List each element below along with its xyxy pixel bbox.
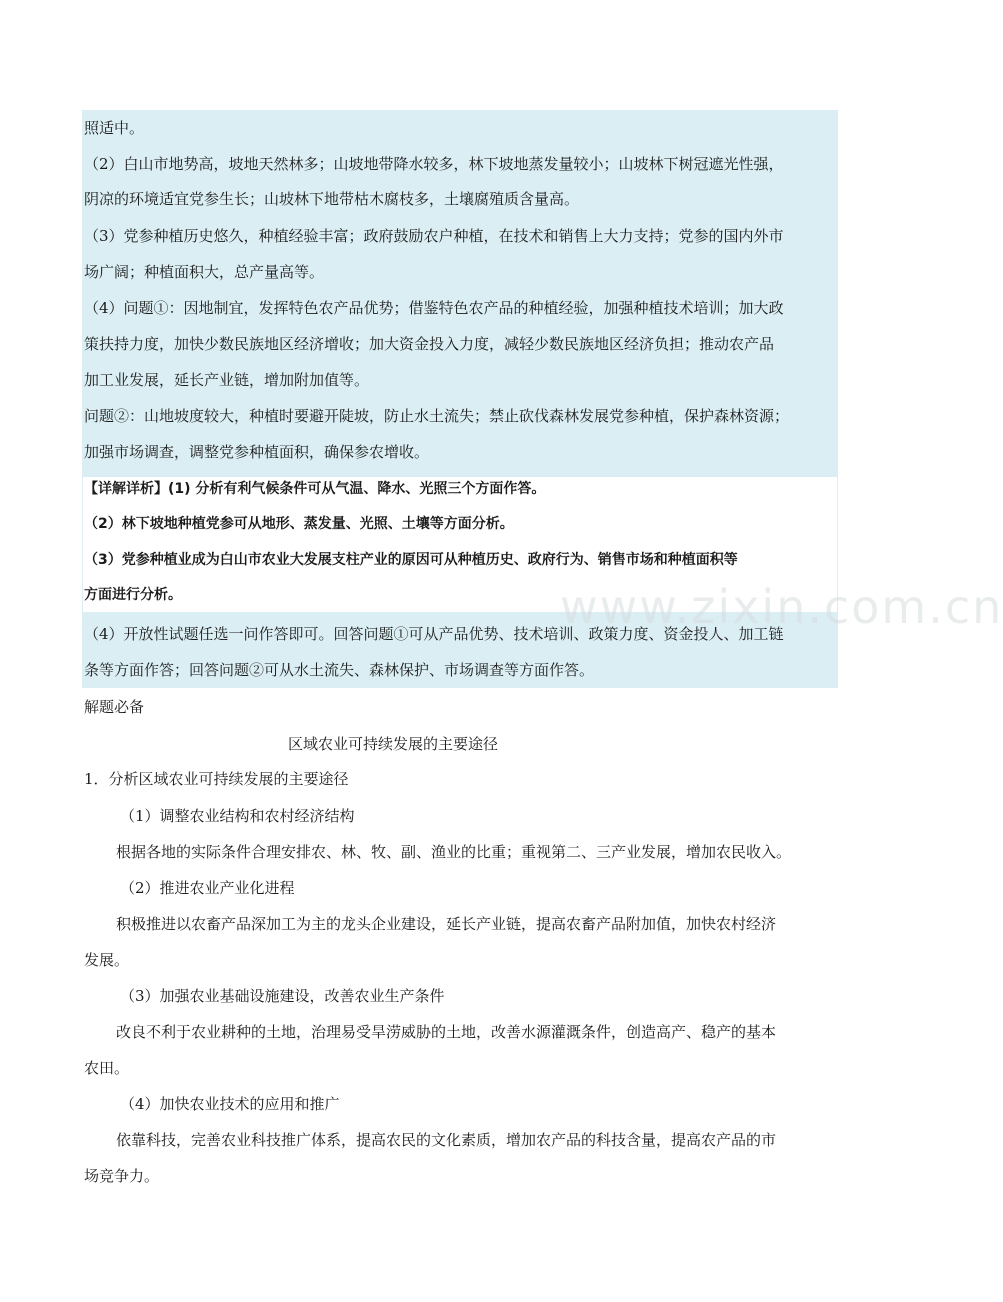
item-heading: （1）调整农业结构和农村经济结构 (120, 807, 355, 825)
item-body: 发展。 (84, 951, 130, 969)
answer-line: （3）党参种植历史悠久，种植经验丰富；政府鼓励农户种植，在技术和销售上大力支持；党参的国内外市 (84, 227, 784, 245)
answer-line: （2）白山市地势高，坡地天然林多；山坡地带降水较多，林下坡地蒸发量较小；山坡林下树冠遮光性强， (84, 155, 784, 173)
section-title: 区域农业可持续发展的主要途径 (288, 735, 499, 753)
item-body: 场竞争力。 (84, 1167, 160, 1185)
analysis-end-line: （4）开放性试题任选一问作答即可。回答问题①可从产品优势、技术培训、政策力度、资金投人、加工链 (84, 625, 784, 643)
watermark: www.zixin.com.cn (560, 580, 1003, 634)
answer-line: 场广阔；种植面积大，总产量高等。 (84, 263, 325, 281)
answer-line: 阴凉的环境适宜党参生长；山坡林下地带枯木腐枝多，土壤腐殖质含量高。 (84, 190, 580, 208)
answer-line: 策扶持力度，加快少数民族地区经济增收；加大资金投入力度，减轻少数民族地区经济负担；推动农产品 (84, 335, 775, 353)
item-heading: （3）加强农业基础设施建设，改善农业生产条件 (120, 987, 445, 1005)
answer-line: （4）问题①：因地制宜，发挥特色农产品优势；借鉴特色农产品的种植经验，加强种植技术培训；加大政 (84, 299, 784, 317)
answer-line: 加工业发展，延长产业链，增加附加值等。 (84, 371, 370, 389)
item-body: 农田。 (84, 1059, 130, 1077)
answer-line: 问题②：山地坡度较大，种植时要避开陡坡，防止水土流失；禁止砍伐森林发展党参种植，保护森林资源； (84, 407, 790, 425)
analysis-end-line: 条等方面作答；回答问题②可从水土流失、森林保护、市场调查等方面作答。 (84, 661, 595, 679)
item-body: 改良不利于农业耕种的土地，治理易受旱涝威胁的土地，改善水源灌溉条件，创造高产、稳产的基本 (116, 1023, 777, 1041)
section-label: 解题必备 (84, 698, 145, 716)
answer-line: 加强市场调查，调整党参种植面积，确保参农增收。 (84, 443, 430, 461)
item-body: 积极推进以农畜产品深加工为主的龙头企业建设，延长产业链，提高农畜产品附加值，加快农村经济 (116, 915, 777, 933)
item-body: 依靠科技，完善农业科技推广体系，提高农民的文化素质，增加农产品的科技含量，提高农产品的市 (116, 1131, 777, 1149)
item-heading: （2）推进农业产业化进程 (120, 879, 295, 897)
item-heading: （4）加快农业技术的应用和推广 (120, 1095, 340, 1113)
analysis-line: （3）党参种植业成为白山市农业大发展支柱产业的原因可从种植历史、政府行为、销售市场和种植面积等 (84, 552, 738, 568)
analysis-line: 方面进行分析。 (84, 587, 182, 603)
analysis-line: （2）林下坡地种植党参可从地形、蒸发量、光照、土壤等方面分析。 (84, 516, 514, 532)
analysis-line: 【详解详析】(1) 分析有利气候条件可从气温、降水、光照三个方面作答。 (84, 481, 546, 497)
point-heading: 1．分析区域农业可持续发展的主要途径 (84, 770, 349, 788)
answer-line: 照适中。 (84, 119, 145, 137)
item-body: 根据各地的实际条件合理安排农、林、牧、副、渔业的比重；重视第二、三产业发展，增加农民收入。 (116, 843, 792, 861)
